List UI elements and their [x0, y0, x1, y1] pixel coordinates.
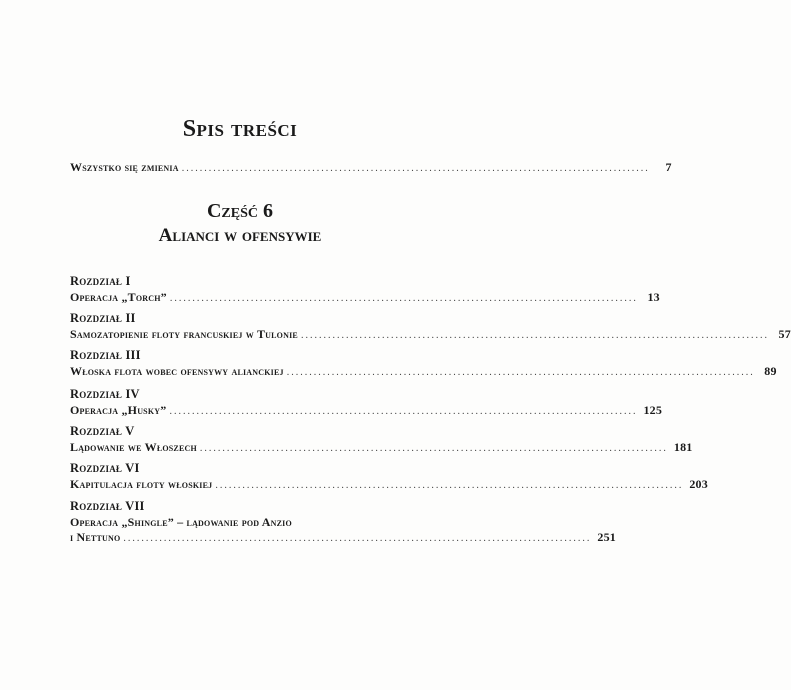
toc-title: Spis treści — [182, 116, 298, 142]
part-name: Alianci w ofensywie — [158, 225, 322, 246]
chapter-heading: Rozdział VII — [70, 499, 145, 513]
toc-entry-chapter-1[interactable] — [70, 290, 660, 305]
leader-dots: ........................................................................................................ — [215, 480, 684, 491]
toc-entry-label: Samozatopienie floty francuskiej w Tulonie — [70, 327, 298, 341]
toc-entry-label: Kapitulacja floty włoskiej — [70, 477, 213, 491]
leader-dots: ........................................................................................................ — [169, 406, 638, 417]
toc-entry-page: 181 — [673, 440, 693, 454]
toc-entry-chapter-5[interactable] — [70, 440, 693, 455]
chapter-heading: Rozdział II — [70, 311, 136, 325]
toc-entry-page: 125 — [643, 403, 663, 417]
toc-entry-chapter-4[interactable] — [70, 403, 663, 418]
chapter-heading: Rozdział V — [70, 424, 135, 438]
toc-entry-page: 89 — [764, 364, 777, 378]
toc-entry-page: 7 — [665, 160, 672, 174]
leader-dots: ........................................................................................................ — [123, 533, 592, 544]
part-number: Część 6 — [206, 200, 273, 222]
toc-entry-label: i Nettuno — [70, 530, 121, 544]
toc-entry-page: 57 — [778, 327, 791, 341]
toc-entry-page: 251 — [597, 530, 616, 544]
toc-entry-chapter-6[interactable] — [70, 477, 708, 492]
toc-entry-page: 13 — [647, 290, 660, 304]
toc-entry-chapter-7[interactable] — [70, 530, 616, 545]
toc-entry-label: Lądowanie we Włoszech — [70, 440, 197, 454]
leader-dots: ........................................................................................................ — [199, 443, 668, 454]
leader-dots: ........................................................................................................ — [286, 367, 755, 378]
chapter-heading: Rozdział IV — [70, 387, 140, 401]
toc-entry-label: Włoska flota wobec ofensywy alianckiej — [70, 364, 284, 378]
leader-dots: ........................................................................................................ — [169, 293, 638, 304]
toc-entry-chapter-3[interactable] — [70, 364, 777, 379]
toc-entry-label-line1[interactable]: Operacja „Shingle” – lądowanie pod Anzio — [70, 515, 292, 529]
toc-entry-chapter-2[interactable] — [70, 327, 791, 342]
chapter-heading: Rozdział I — [70, 274, 131, 288]
toc-entry-label: Operacja „Torch” — [70, 290, 167, 304]
toc-entry-page: 203 — [689, 477, 708, 491]
chapter-heading: Rozdział VI — [70, 461, 140, 475]
leader-dots: ........................................................................................................ — [300, 330, 769, 341]
chapter-heading: Rozdział III — [70, 348, 141, 362]
leader-dots: ........................................................................................................ — [181, 163, 650, 174]
toc-entry-label: Operacja „Husky” — [70, 403, 167, 417]
toc-entry-label: Wszystko się zmienia — [70, 160, 179, 174]
toc-entry-intro[interactable] — [70, 160, 672, 175]
